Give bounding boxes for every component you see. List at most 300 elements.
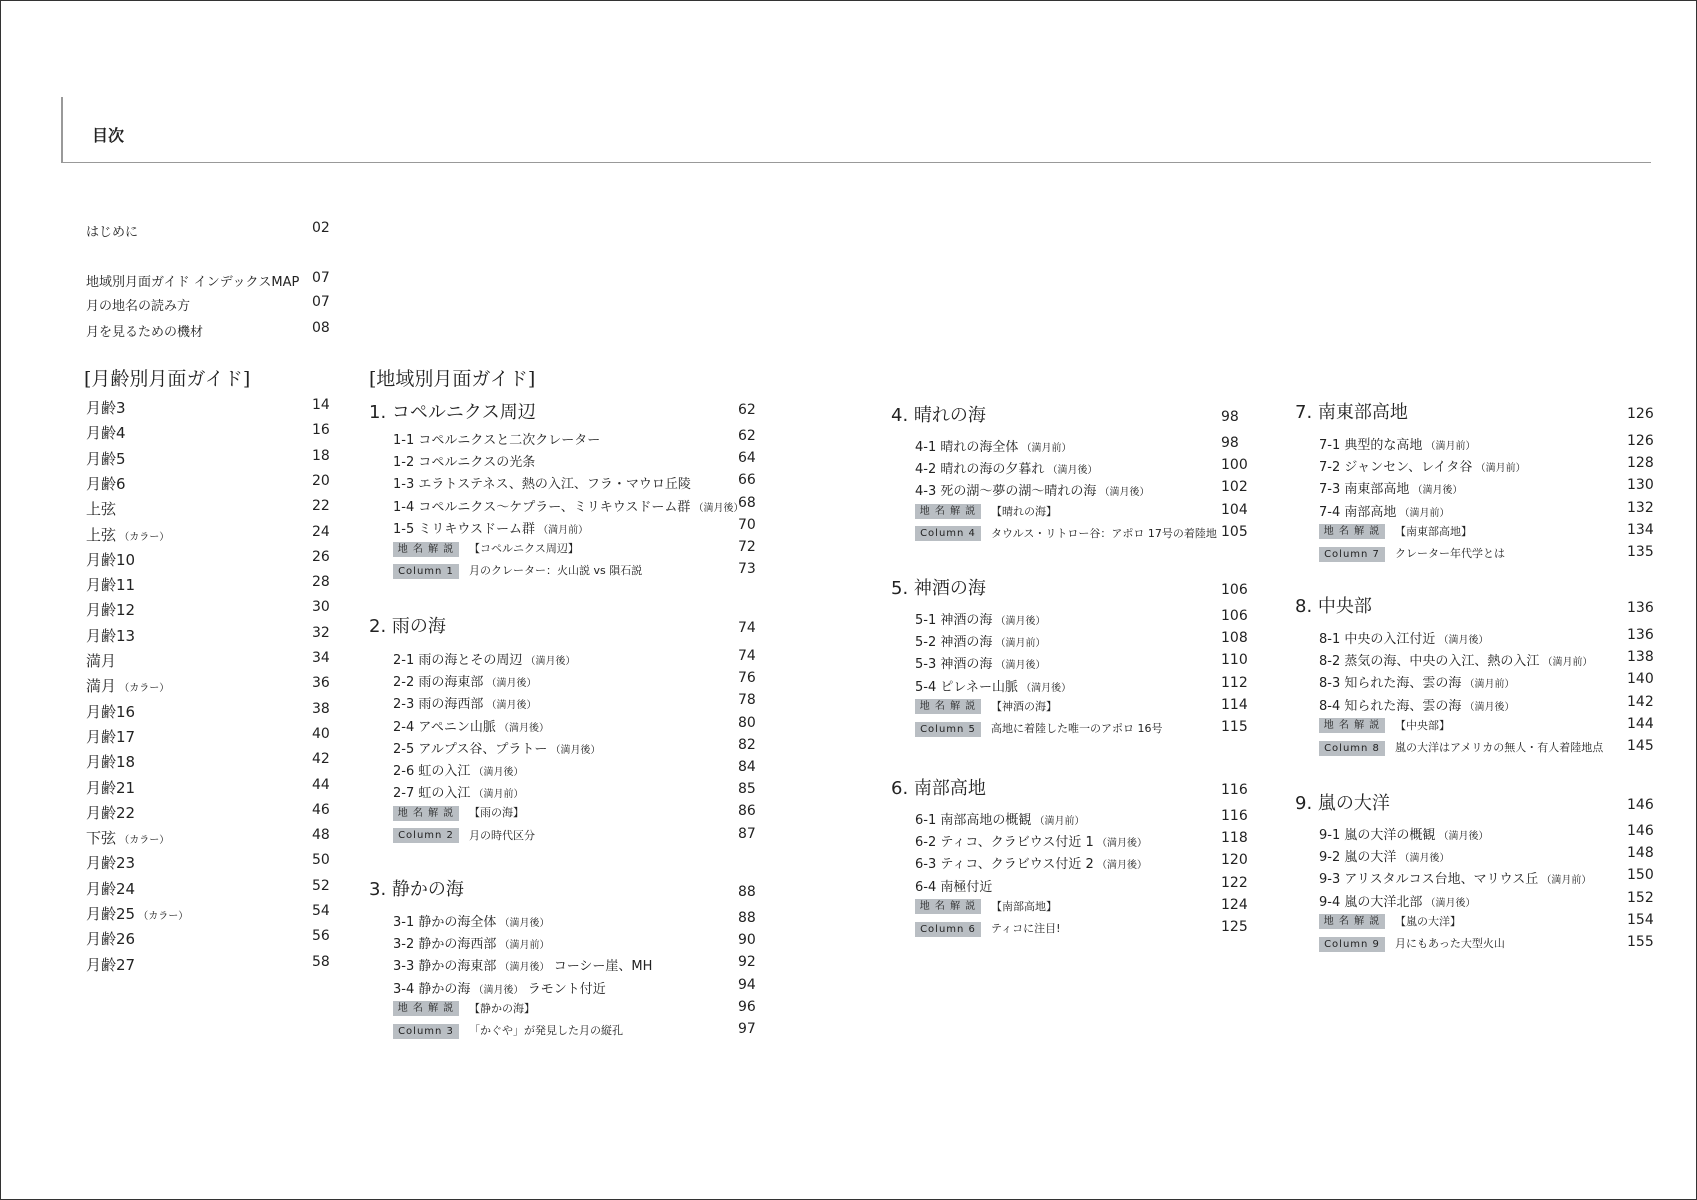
toc-subentry	[1319, 650, 1593, 669]
toc-subentry	[915, 831, 1147, 850]
moon-age-entry	[86, 498, 116, 519]
subentry-page: 152	[1627, 889, 1654, 906]
toc-entry-label: 月の地名の読み方	[86, 299, 191, 314]
chapter-title: 1. コペルニクス周辺	[369, 402, 536, 423]
moon-age-label: 月齢22	[86, 803, 136, 822]
toc-tag-entry	[393, 1022, 623, 1039]
moon-age-page: 56	[312, 928, 330, 945]
subentry-page: 85	[738, 781, 756, 798]
subentry-page: 84	[738, 759, 756, 775]
subentry-note: （満月後）	[1435, 831, 1489, 842]
subentry-label: 9-3 アリスタルコス台地、マリウス丘	[1319, 872, 1539, 888]
moon-age-page: 22	[312, 498, 330, 515]
toc-subentry	[393, 911, 550, 930]
toc-subentry	[1319, 478, 1463, 497]
subentry-page: 82	[738, 736, 756, 753]
moon-age-entry	[86, 473, 126, 494]
toc-subentry	[393, 649, 576, 668]
subentry-label: 4-3 死の湖〜夢の湖〜晴れの海	[915, 484, 1097, 500]
chapter-page: 136	[1627, 600, 1654, 616]
moon-age-entry	[86, 625, 135, 646]
subentry-tail: コーシー崖、MH	[549, 959, 653, 975]
chapter-page: 106	[1221, 582, 1248, 598]
subentry-page: 98	[1221, 435, 1239, 451]
subentry-label: 3-3 静かの海東部	[393, 959, 497, 975]
place-name-tag: 地 名 解 説	[393, 542, 459, 557]
subentry-page: 150	[1627, 867, 1654, 884]
moon-age-page: 20	[312, 472, 330, 489]
toc-subentry	[915, 631, 1046, 650]
moon-age-page: 36	[312, 675, 330, 692]
subentry-note: （満月前）	[534, 524, 589, 536]
subentry-label: 2-1 雨の海とその周辺	[393, 653, 523, 668]
toc-entry-label: 月を見るための機材	[86, 325, 204, 340]
tag-entry-label: 月にもあった大型火山	[1395, 937, 1505, 950]
place-name-tag: 地 名 解 説	[915, 899, 981, 914]
toc-tag-entry	[393, 1000, 535, 1017]
moon-age-label: 月齢18	[86, 753, 136, 772]
chapter-page: 88	[738, 884, 756, 900]
moon-age-label: 満月	[86, 677, 117, 696]
subentry-note: （満月後）	[1096, 487, 1150, 499]
subentry-page: 140	[1627, 671, 1654, 688]
moon-age-label: 月齢6	[86, 474, 126, 493]
subentry-label: 3-1 静かの海全体	[393, 915, 497, 930]
subentry-label: 9-1 嵐の大洋の概観	[1319, 828, 1436, 843]
chapter-title: 7. 南東部高地	[1295, 402, 1408, 423]
subentry-page: 110	[1221, 652, 1248, 669]
moon-age-note: （カラー）	[135, 911, 189, 922]
subentry-page: 126	[1627, 433, 1654, 449]
subentry-note: （満月前）	[992, 638, 1046, 650]
toc-subentry	[393, 716, 549, 735]
toc-subentry	[1319, 456, 1526, 475]
toc-tag-entry	[915, 698, 1057, 715]
toc-subentry	[393, 760, 524, 779]
moon-age-entry	[86, 675, 169, 696]
chapter-title: 6. 南部高地	[891, 778, 986, 799]
subentry-page: 86	[738, 803, 756, 820]
subentry-page: 72	[738, 539, 756, 555]
subentry-page: 92	[738, 954, 756, 971]
moon-age-entry	[86, 701, 135, 722]
subentry-label: 9-4 嵐の大洋北部	[1319, 894, 1423, 910]
moon-age-entry	[86, 903, 188, 924]
moon-age-page: 46	[312, 801, 330, 818]
subentry-label: 2-7 虹の入江	[393, 786, 471, 802]
subentry-page: 68	[738, 494, 756, 511]
subentry-page: 104	[1221, 501, 1248, 518]
subentry-label: 7-1 典型的な高地	[1319, 438, 1423, 453]
subentry-note: （満月前）	[1422, 441, 1476, 452]
toc-subentry	[393, 429, 600, 448]
tag-entry-label: 月のクレーター：火山説 vs 隕石説	[469, 564, 643, 578]
tag-entry-label: 嵐の大洋はアメリカの無人・有人着陸地点	[1395, 741, 1604, 754]
subentry-note: （満月後）	[495, 722, 550, 734]
moon-age-label: 月齢21	[86, 778, 136, 797]
moon-age-label: 月齢24	[86, 879, 136, 898]
moon-age-label: 満月	[86, 652, 117, 670]
tag-entry-label: 高地に着陸した唯一のアポロ 16号	[991, 722, 1163, 735]
subentry-page: 94	[738, 976, 756, 993]
subentry-note: （満月後）	[470, 767, 524, 778]
toc-subentry	[393, 671, 537, 690]
chapter-page: 126	[1627, 406, 1654, 422]
chapter-title: 5. 神酒の海	[891, 578, 986, 599]
toc-subentry	[915, 853, 1147, 872]
tag-entry-label: ティコに注目!	[991, 922, 1061, 935]
subentry-label: 7-4 南部高地	[1319, 504, 1397, 520]
column-tag: Column 1	[393, 564, 459, 579]
toc-entry-page: 02	[312, 220, 330, 236]
place-name-tag: 地 名 解 説	[915, 504, 981, 519]
toc-tag-entry	[1319, 545, 1505, 562]
moon-age-entry	[86, 777, 135, 798]
moon-age-note: （カラー）	[116, 531, 170, 543]
moon-age-label: 上弦	[86, 500, 117, 519]
subentry-note: （満月後）	[1093, 860, 1148, 872]
column-tag: Column 2	[393, 828, 459, 843]
subentry-label: 6-4 南極付近	[915, 879, 993, 895]
column-tag: Column 6	[915, 922, 981, 937]
subentry-page: 135	[1627, 544, 1654, 560]
subentry-label: 4-1 晴れの海全体	[915, 440, 1019, 455]
moon-age-label: 月齢25	[86, 905, 136, 923]
subentry-label: 6-1 南部高地の概観	[915, 813, 1032, 828]
page-title: 目次	[92, 126, 125, 145]
chapter-title: 8. 中央部	[1295, 596, 1372, 617]
subentry-note: （満月前）	[496, 940, 550, 952]
moon-age-label: 月齢27	[86, 955, 136, 974]
toc-tag-entry	[1319, 523, 1472, 540]
toc-subentry	[393, 496, 744, 515]
moon-age-entry	[86, 549, 135, 570]
toc-subentry	[1319, 695, 1515, 714]
place-name-tag: 地 名 解 説	[915, 699, 981, 714]
tag-entry-label: 【静かの海】	[469, 1001, 535, 1015]
toc-subentry	[393, 473, 691, 492]
header-rule	[61, 97, 63, 163]
moon-age-label: 月齢26	[86, 930, 136, 949]
subentry-label: 8-4 知られた海、雲の海	[1319, 698, 1462, 714]
moon-age-entry	[86, 954, 135, 975]
tag-entry-label: 「かぐや」が発見した月の縦孔	[469, 1024, 623, 1037]
moon-age-entry	[86, 827, 169, 848]
subentry-page: 145	[1627, 738, 1654, 754]
toc-subentry	[915, 609, 1046, 628]
place-name-tag: 地 名 解 説	[393, 1001, 459, 1016]
toc-subentry	[1319, 628, 1489, 647]
subentry-note: （満月前）	[1031, 816, 1085, 827]
toc-tag-entry	[1319, 913, 1461, 930]
subentry-label: 5-3 神酒の海	[915, 657, 993, 673]
subentry-page: 136	[1627, 627, 1654, 643]
subentry-page: 125	[1221, 919, 1248, 935]
toc-subentry	[393, 518, 588, 537]
subentry-page: 108	[1221, 630, 1248, 647]
subentry-label: 1-4 コペルニクス〜ケプラー、ミリキウスドーム群	[393, 499, 691, 515]
moon-age-entry	[86, 448, 126, 469]
toc-subentry	[393, 782, 524, 801]
column-tag: Column 3	[393, 1024, 459, 1039]
toc-subentry	[915, 676, 1071, 695]
subentry-page: 114	[1221, 696, 1248, 713]
toc-subentry	[1319, 891, 1476, 910]
tag-entry-label: 月の時代区分	[469, 828, 535, 842]
subentry-page: 116	[1221, 808, 1248, 824]
toc-subentry	[915, 480, 1150, 499]
subentry-page: 154	[1627, 911, 1654, 928]
moon-age-page: 40	[312, 725, 330, 742]
subentry-note: （満月前）	[1538, 875, 1592, 887]
subentry-page: 66	[738, 472, 756, 489]
moon-age-page: 48	[312, 827, 330, 844]
tag-entry-label: 【南東部高地】	[1395, 524, 1472, 538]
moon-age-note: （カラー）	[116, 835, 170, 847]
chapter-page: 98	[1221, 409, 1239, 425]
subentry-label: 7-3 南東部高地	[1319, 482, 1410, 498]
moon-age-label: 上弦	[86, 525, 117, 544]
subentry-label: 7-2 ジャンセン、レイタ谷	[1319, 460, 1473, 476]
toc-subentry	[393, 933, 550, 952]
tag-entry-label: 【中央部】	[1395, 718, 1450, 732]
toc-subentry	[393, 451, 535, 470]
subentry-note: （満月後）	[1435, 635, 1489, 646]
subentry-page: 73	[738, 561, 756, 578]
subentry-label: 8-2 蒸気の海、中央の入江、熱の入江	[1319, 654, 1540, 670]
subentry-label: 5-1 神酒の海	[915, 613, 993, 628]
toc-tag-entry	[915, 503, 1057, 520]
toc-subentry	[1319, 501, 1450, 520]
subentry-label: 6-3 ティコ、クラビウス付近 2	[915, 857, 1094, 873]
moon-age-page: 54	[312, 903, 330, 919]
toc-tag-entry	[915, 720, 1163, 737]
subentry-page: 118	[1221, 830, 1248, 847]
subentry-page: 74	[738, 648, 756, 664]
column-tag: Column 8	[1319, 741, 1385, 756]
subentry-note: （満月前）	[1396, 507, 1450, 519]
subentry-label: 3-4 静かの海	[393, 981, 471, 997]
subentry-note: （満月後）	[1396, 853, 1450, 865]
chapter-page: 74	[738, 620, 756, 636]
place-name-tag: 地 名 解 説	[1319, 914, 1385, 929]
toc-tag-entry	[1319, 717, 1450, 734]
moon-age-entry	[86, 397, 126, 418]
toc-tag-entry	[393, 827, 535, 844]
subentry-page: 70	[738, 516, 756, 533]
toc-entry-page: 07	[312, 294, 330, 310]
tag-entry-label: タウルス・リトロー谷：アポロ 17号の着陸地	[991, 526, 1217, 540]
subentry-note: （満月後）	[1409, 485, 1463, 497]
subentry-label: 1-3 エラトステネス、熱の入江、フラ・マウロ丘陵	[393, 477, 691, 493]
subentry-page: 80	[738, 714, 756, 731]
subentry-label: 4-2 晴れの海の夕暮れ	[915, 462, 1045, 478]
subentry-note: （満月後）	[496, 918, 550, 929]
subentry-note: （満月前）	[1018, 443, 1072, 454]
toc-subentry	[1319, 824, 1489, 843]
toc-subentry	[393, 738, 601, 757]
moon-age-page: 58	[312, 953, 330, 970]
subentry-label: 2-2 雨の海東部	[393, 675, 484, 691]
toc-subentry	[915, 876, 992, 895]
subentry-page: 87	[738, 825, 756, 842]
toc-subentry	[1319, 846, 1450, 865]
subentry-page: 142	[1627, 693, 1654, 710]
subentry-note: （満月前）	[470, 789, 524, 801]
tag-entry-label: 【晴れの海】	[991, 504, 1057, 518]
moon-age-page: 30	[312, 599, 330, 616]
moon-age-entry	[86, 574, 135, 595]
column-tag: Column 4	[915, 526, 981, 541]
subentry-note: （満月後）	[496, 962, 550, 974]
moon-age-page: 38	[312, 700, 330, 717]
toc-subentry	[915, 809, 1085, 828]
column-tag: Column 5	[915, 722, 981, 737]
toc-tag-entry	[393, 540, 579, 557]
moon-age-entry	[86, 928, 135, 949]
moon-age-page: 50	[312, 852, 330, 869]
place-name-tag: 地 名 解 説	[1319, 524, 1385, 539]
moon-age-label: 月齢10	[86, 550, 136, 569]
toc-subentry	[1319, 672, 1515, 691]
toc-tag-entry	[915, 920, 1061, 937]
toc-tag-entry	[915, 898, 1057, 915]
tag-entry-label: 【コペルニクス周辺】	[469, 542, 579, 555]
subentry-label: 8-3 知られた海、雲の海	[1319, 676, 1462, 692]
subentry-page: 120	[1221, 852, 1248, 869]
subentry-page: 100	[1221, 457, 1248, 474]
subentry-page: 76	[738, 670, 756, 687]
moon-age-entry	[86, 422, 126, 443]
subentry-note: （満月前）	[1539, 657, 1593, 669]
moon-age-label: 月齢4	[86, 424, 126, 443]
moon-age-page: 34	[312, 650, 330, 666]
place-name-tag: 地 名 解 説	[1319, 718, 1385, 733]
tag-entry-label: 【嵐の大洋】	[1395, 914, 1461, 928]
subentry-note: （満月後）	[1017, 682, 1072, 694]
subentry-page: 132	[1627, 499, 1654, 516]
tag-entry-label: 【雨の海】	[469, 806, 524, 820]
moon-age-entry	[86, 878, 135, 899]
toc-entry-page: 08	[312, 320, 330, 336]
moon-age-page: 44	[312, 776, 330, 793]
tag-entry-label: クレーター年代学とは	[1395, 547, 1505, 560]
subentry-label: 6-2 ティコ、クラビウス付近 1	[915, 835, 1094, 851]
moon-age-page: 18	[312, 447, 330, 464]
moon-age-label: 月齢12	[86, 601, 136, 620]
subentry-note: （満月後）	[483, 700, 537, 712]
moon-age-entry	[86, 726, 135, 747]
subentry-page: 62	[738, 428, 756, 444]
subentry-label: 1-1 コペルニクスと二次クレーター	[393, 433, 601, 448]
subentry-label: 1-5 ミリキウスドーム群	[393, 521, 535, 537]
moon-age-page: 16	[312, 422, 330, 439]
subentry-page: 148	[1627, 845, 1654, 862]
toc-entry-label: 地域別月面ガイド インデックスMAP	[86, 275, 300, 290]
subentry-page: 90	[738, 932, 756, 949]
subentry-page: 134	[1627, 521, 1654, 538]
subentry-page: 78	[738, 692, 756, 709]
moon-age-heading: [月齢別月面ガイド]	[84, 368, 251, 390]
moon-age-entry	[86, 802, 135, 823]
subentry-page: 130	[1627, 477, 1654, 494]
moon-age-entry	[86, 524, 169, 545]
moon-age-entry	[86, 852, 135, 873]
column-tag: Column 9	[1319, 937, 1385, 952]
moon-age-label: 月齢5	[86, 449, 126, 468]
subentry-page: 105	[1221, 523, 1248, 540]
moon-age-label: 月齢16	[86, 702, 136, 721]
subentry-note: （満月前）	[1461, 679, 1515, 691]
subentry-page: 124	[1221, 896, 1248, 913]
toc-tag-entry	[393, 804, 524, 821]
toc-subentry	[393, 693, 537, 712]
moon-age-entry	[86, 751, 135, 772]
moon-age-page: 28	[312, 574, 330, 591]
subentry-label: 5-2 神酒の海	[915, 635, 993, 651]
toc-subentry	[915, 436, 1072, 455]
column-tag: Column 7	[1319, 547, 1385, 562]
tag-entry-label: 【神酒の海】	[991, 699, 1057, 713]
subentry-note: （満月後）	[1422, 897, 1476, 909]
subentry-note: （満月後）	[1461, 701, 1515, 713]
moon-age-page: 14	[312, 397, 330, 413]
subentry-page: 138	[1627, 649, 1654, 666]
subentry-note: （満月後）	[483, 678, 537, 690]
subentry-label: 2-4 アペニン山脈	[393, 719, 496, 735]
chapter-title: 3. 静かの海	[369, 879, 464, 900]
subentry-label: 8-1 中央の入江付近	[1319, 632, 1436, 647]
subentry-label: 2-6 虹の入江	[393, 764, 471, 779]
moon-age-note: （カラー）	[116, 683, 170, 695]
toc-subentry	[393, 955, 652, 974]
subentry-page: 128	[1627, 455, 1654, 472]
subentry-note: （満月後）	[547, 744, 601, 756]
header-line	[61, 162, 1651, 163]
subentry-page: 97	[738, 1021, 756, 1037]
chapter-page: 62	[738, 402, 756, 418]
subentry-page: 64	[738, 450, 756, 467]
subentry-page: 112	[1221, 674, 1248, 691]
subentry-label: 1-2 コペルニクスの光条	[393, 455, 536, 471]
subentry-label: 2-3 雨の海西部	[393, 697, 484, 713]
moon-age-page: 42	[312, 751, 330, 768]
moon-age-label: 月齢23	[86, 854, 136, 873]
moon-age-page: 52	[312, 877, 330, 894]
subentry-note: （満月後）	[522, 656, 576, 667]
subentry-note: （満月後）	[992, 616, 1046, 627]
toc-entry-label: はじめに	[86, 225, 139, 240]
chapter-title: 9. 嵐の大洋	[1295, 793, 1390, 814]
subentry-page: 106	[1221, 608, 1248, 624]
subentry-note: （満月後）	[470, 984, 524, 996]
subentry-label: 5-4 ピレネー山脈	[915, 679, 1018, 695]
subentry-note: （満月後）	[1044, 465, 1098, 477]
subentry-note: （満月前）	[1472, 463, 1526, 475]
subentry-page: 96	[738, 998, 756, 1015]
chapter-page: 116	[1221, 782, 1248, 798]
chapter-title: 2. 雨の海	[369, 616, 446, 637]
toc-subentry	[1319, 868, 1591, 887]
chapter-title: 4. 晴れの海	[891, 405, 986, 426]
subentry-note: （満月後）	[1093, 838, 1148, 850]
moon-age-label: 下弦	[86, 829, 117, 848]
region-heading: [地域別月面ガイド]	[369, 368, 536, 390]
toc-entry-page: 07	[312, 270, 330, 286]
place-name-tag: 地 名 解 説	[393, 806, 459, 821]
moon-age-label: 月齢11	[86, 576, 136, 595]
toc-subentry	[915, 458, 1098, 477]
